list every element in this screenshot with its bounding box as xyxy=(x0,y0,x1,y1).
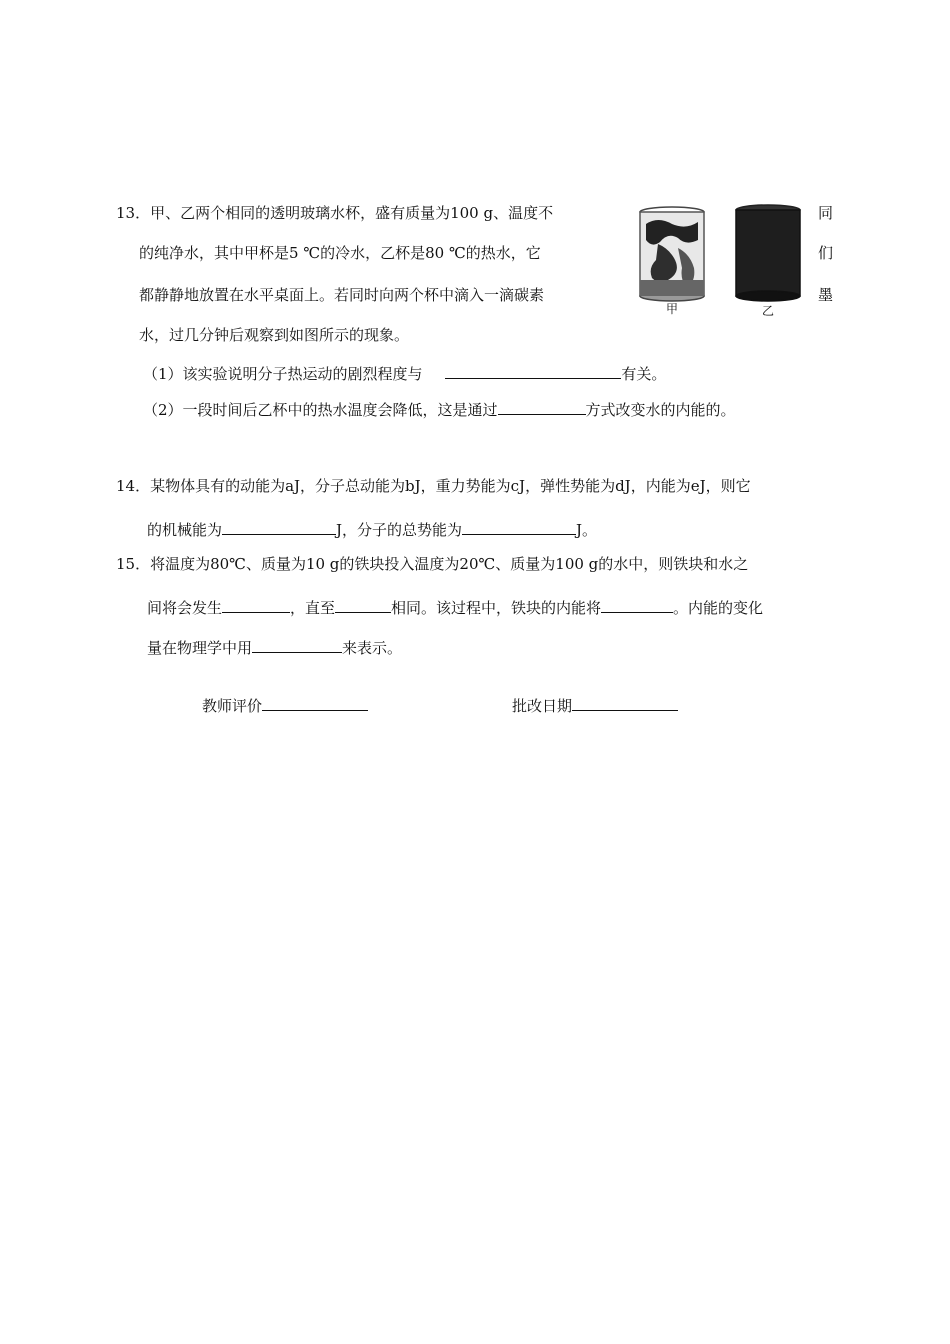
q14-line2-text-c: J。 xyxy=(576,521,598,539)
q13-sub2-text-a: （2）一段时间后乙杯中的热水温度会降低，这是通过 xyxy=(143,401,498,419)
q13-sub1-text-a: （1）该实验说明分子热运动的剧烈程度与 xyxy=(143,365,423,383)
q13-sub2 xyxy=(143,398,736,420)
q13-sub2-text-b: 方式改变水的内能的。 xyxy=(585,401,736,419)
q15-line1 xyxy=(116,554,748,574)
cup-label-yi: 乙 xyxy=(762,304,775,318)
q15-line2-text-d: 。内能的变化 xyxy=(673,599,764,617)
cup-label-jia: 甲 xyxy=(666,302,679,316)
two-cups-illustration xyxy=(638,188,808,320)
q14-mechanical-energy-blank[interactable] xyxy=(222,518,336,535)
cup-jia xyxy=(640,207,704,301)
q13-sub1-blank[interactable] xyxy=(445,362,621,379)
q14-line2-text-b: J，分子的总势能为 xyxy=(336,521,463,539)
q13-sub2-blank[interactable] xyxy=(498,398,586,415)
q13-line3 xyxy=(139,285,544,305)
q13-line4-text: 水，过几分钟后观察到如图所示的现象。 xyxy=(139,326,410,344)
q13-line1-end: 同 xyxy=(818,204,834,222)
q15-line2-text-c: 相同。该过程中，铁块的内能将 xyxy=(391,599,602,617)
two-cups-figure xyxy=(638,188,808,320)
q14-line1-text: 14．某物体具有的动能为aJ，分子总动能为bJ，重力势能为cJ，弹性势能为dJ，内能为eJ，则它 xyxy=(116,477,751,495)
q14-line2 xyxy=(147,518,597,540)
q14-line2-text-a: 的机械能为 xyxy=(147,521,223,539)
q13-line2-text: 的纯净水，其中甲杯是5 ℃的冷水，乙杯是80 ℃的热水，它 xyxy=(139,244,541,262)
q13-line1-text: 13．甲、乙两个相同的透明玻璃水杯，盛有质量为100 g、温度不 xyxy=(116,204,554,222)
q15-line2-text-b: ，直至 xyxy=(290,599,336,617)
q15-line1-text: 15．将温度为80℃、质量为10 g的铁块投入温度为20℃、质量为100 g的水中，则铁块和水之 xyxy=(116,555,749,573)
q15-line2 xyxy=(147,596,763,618)
q13-line4 xyxy=(139,325,409,345)
grade-date-blank[interactable] xyxy=(572,694,678,711)
q14-potential-energy-blank[interactable] xyxy=(462,518,576,535)
q13-line2-end: 们 xyxy=(818,244,834,262)
q15-blank-2[interactable] xyxy=(335,596,391,613)
q15-line2-text-a: 间将会发生 xyxy=(147,599,223,617)
q15-line3 xyxy=(147,636,402,658)
cup-yi xyxy=(736,205,800,301)
q13-line3-text: 都静静地放置在水平桌面上。若同时向两个杯中滴入一滴碳素 xyxy=(139,286,545,304)
q15-line3-text-a: 量在物理学中用 xyxy=(147,639,253,657)
q15-blank-3[interactable] xyxy=(601,596,673,613)
q13-line3-end: 墨 xyxy=(818,286,834,304)
teacher-eval-label: 教师评价 xyxy=(202,697,263,715)
q13-line1 xyxy=(116,203,553,223)
q14-line1 xyxy=(116,476,751,496)
grade-date-label: 批改日期 xyxy=(512,697,573,715)
q13-sub1-text-b: 有关。 xyxy=(621,365,667,383)
q13-sub1 xyxy=(143,362,666,384)
q15-blank-1[interactable] xyxy=(222,596,290,613)
q13-line2 xyxy=(139,243,541,263)
q15-line3-text-b: 来表示。 xyxy=(342,639,403,657)
grade-date xyxy=(512,694,678,716)
teacher-eval-blank[interactable] xyxy=(262,694,368,711)
q15-blank-4[interactable] xyxy=(252,636,342,653)
teacher-eval xyxy=(202,694,368,716)
